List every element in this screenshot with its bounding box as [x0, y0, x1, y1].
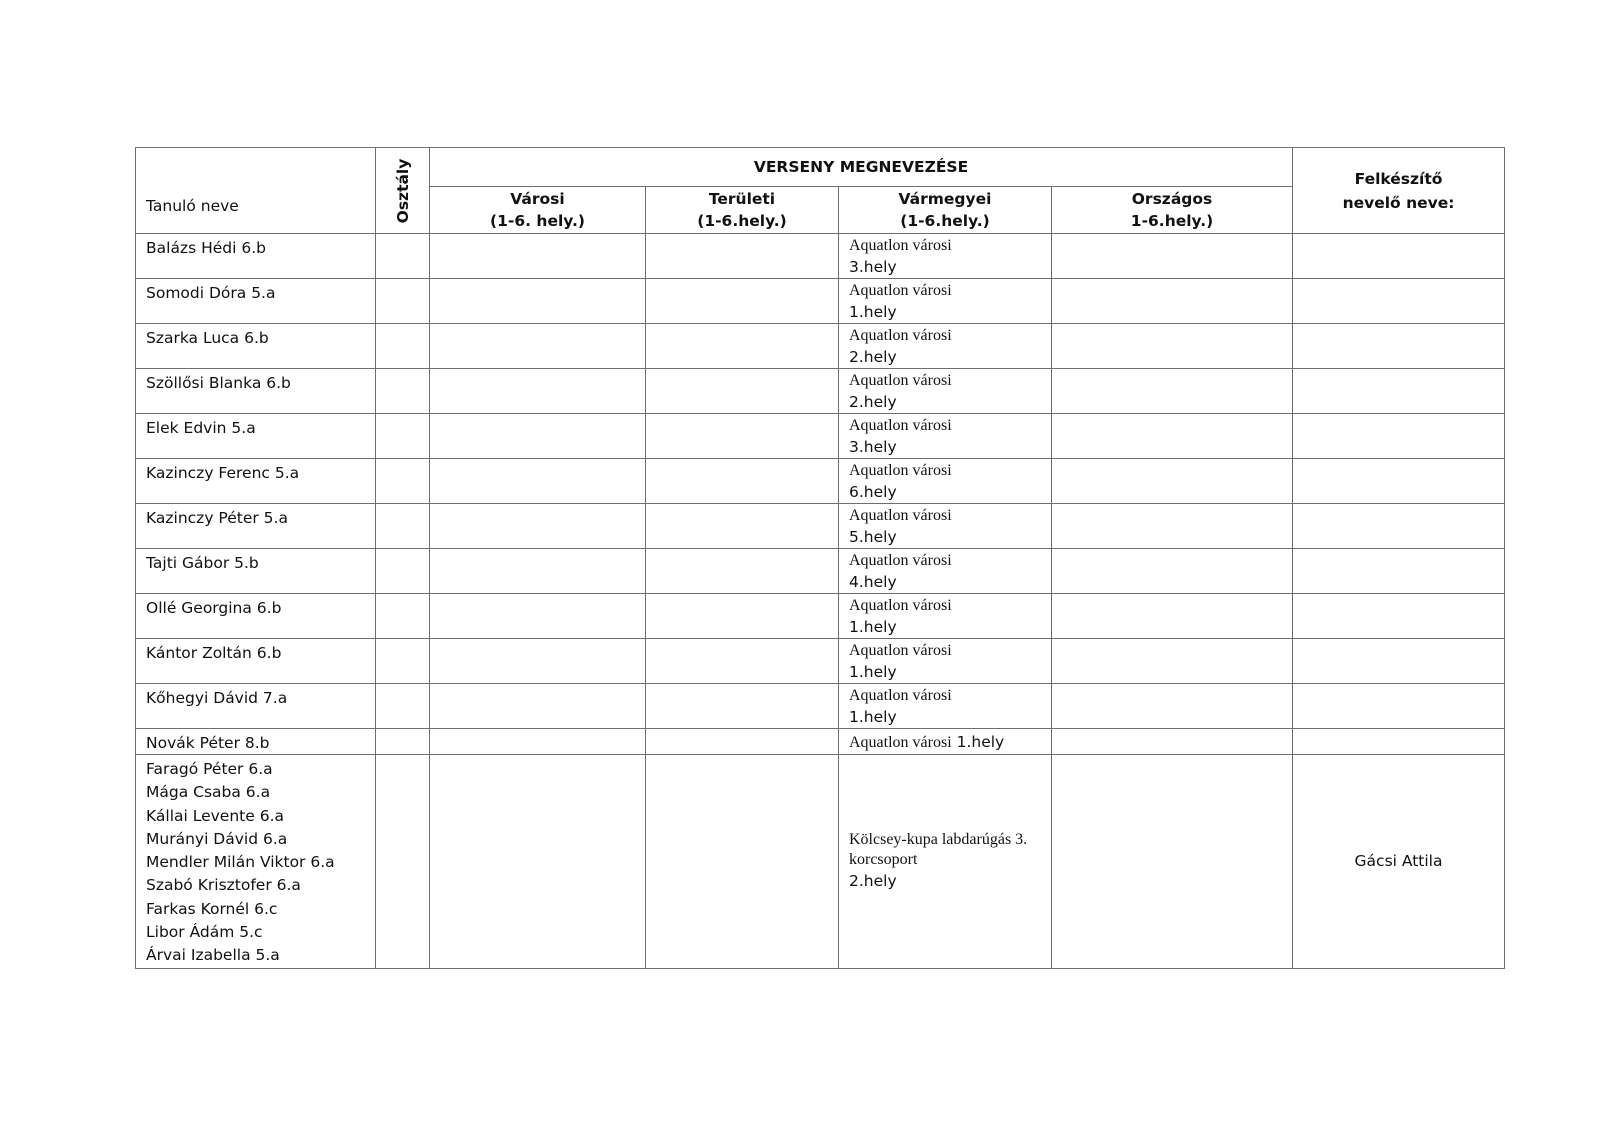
header-class-label: Osztály	[393, 158, 412, 223]
county-result	[839, 234, 1052, 279]
teacher-cell	[1293, 639, 1505, 684]
placement: 1.hely	[956, 733, 1005, 751]
teacher-cell	[1293, 234, 1505, 279]
team-members	[136, 755, 376, 969]
student-name: Kántor Zoltán 6.b	[136, 639, 376, 684]
district-cell	[646, 234, 839, 279]
class-cell	[376, 279, 430, 324]
table-row	[136, 234, 1505, 279]
competition-name: Aquatlon városi	[849, 417, 952, 434]
header-county	[839, 187, 1052, 234]
header-teacher	[1293, 148, 1505, 234]
county-result	[839, 504, 1052, 549]
class-cell	[376, 639, 430, 684]
national-cell	[1052, 369, 1293, 414]
county-result	[839, 279, 1052, 324]
city-cell	[430, 549, 646, 594]
county-result	[839, 549, 1052, 594]
header-national-line1: Országos	[1131, 190, 1213, 208]
county-result	[839, 369, 1052, 414]
city-cell	[430, 729, 646, 755]
header-national-line2: 1-6.hely.)	[1130, 212, 1214, 230]
district-cell	[646, 639, 839, 684]
student-name: Kazinczy Ferenc 5.a	[136, 459, 376, 504]
national-cell	[1052, 549, 1293, 594]
national-cell	[1052, 504, 1293, 549]
placement: 1.hely	[849, 663, 897, 681]
district-cell	[646, 279, 839, 324]
placement: 5.hely	[849, 528, 897, 546]
header-student-name: Tanuló neve	[136, 148, 376, 234]
header-city	[430, 187, 646, 234]
county-result	[839, 324, 1052, 369]
city-cell	[430, 594, 646, 639]
city-cell	[430, 369, 646, 414]
county-result	[839, 594, 1052, 639]
placement: 1.hely	[849, 618, 897, 636]
header-county-line1: Vármegyei	[898, 190, 992, 208]
student-name: Kőhegyi Dávid 7.a	[136, 684, 376, 729]
competition-name: Aquatlon városi	[849, 462, 952, 479]
competition-name: Aquatlon városi	[849, 282, 952, 299]
class-cell	[376, 369, 430, 414]
city-cell	[430, 459, 646, 504]
class-cell	[376, 324, 430, 369]
county-result	[839, 459, 1052, 504]
competition-name: Aquatlon városi	[849, 237, 952, 254]
national-cell	[1052, 324, 1293, 369]
student-name: Balázs Hédi 6.b	[136, 234, 376, 279]
student-name: Ollé Georgina 6.b	[136, 594, 376, 639]
teacher-cell	[1293, 594, 1505, 639]
team-member: Farkas Kornél 6.c	[146, 899, 278, 918]
header-district-line2: (1-6.hely.)	[697, 212, 787, 230]
district-cell	[646, 684, 839, 729]
team-member: Mendler Milán Viktor 6.a	[146, 853, 335, 872]
district-cell	[646, 324, 839, 369]
district-cell	[646, 504, 839, 549]
class-cell	[376, 729, 430, 755]
table-row	[136, 594, 1505, 639]
district-cell	[646, 414, 839, 459]
class-cell	[376, 234, 430, 279]
national-cell	[1052, 729, 1293, 755]
team-member: Árvai Izabella 5.a	[146, 946, 280, 965]
student-name: Elek Edvin 5.a	[136, 414, 376, 459]
placement: 1.hely	[849, 708, 897, 726]
student-name: Somodi Dóra 5.a	[136, 279, 376, 324]
district-cell	[646, 549, 839, 594]
teacher-cell	[1293, 459, 1505, 504]
teacher-cell	[1293, 684, 1505, 729]
teacher-cell	[1293, 279, 1505, 324]
class-cell	[376, 684, 430, 729]
header-teacher-line1: Felkészítő	[1354, 169, 1443, 188]
district-cell	[646, 729, 839, 755]
competition-name: Aquatlon városi	[849, 597, 952, 614]
district-cell	[646, 369, 839, 414]
header-teacher-line2: nevelő neve:	[1342, 193, 1455, 212]
class-cell	[376, 504, 430, 549]
table-row	[136, 729, 1505, 755]
student-name: Novák Péter 8.b	[136, 729, 376, 755]
class-cell	[376, 594, 430, 639]
national-cell	[1052, 414, 1293, 459]
national-cell	[1052, 234, 1293, 279]
competition-name-line2: korcsoport	[849, 851, 918, 869]
competition-name: Aquatlon városi	[849, 507, 952, 524]
city-cell	[430, 755, 646, 969]
placement: 6.hely	[849, 483, 897, 501]
class-cell	[376, 459, 430, 504]
teacher-cell	[1293, 414, 1505, 459]
team-member: Faragó Péter 6.a	[146, 760, 273, 778]
student-name: Tajti Gábor 5.b	[136, 549, 376, 594]
county-result	[839, 639, 1052, 684]
header-district-line1: Területi	[708, 190, 776, 208]
placement: 2.hely	[849, 348, 897, 366]
teacher-cell	[1293, 729, 1505, 755]
placement: 1.hely	[849, 303, 897, 321]
table-row	[136, 684, 1505, 729]
teacher-cell	[1293, 324, 1505, 369]
table-row	[136, 279, 1505, 324]
results-rows	[136, 234, 1505, 969]
student-name: Szöllősi Blanka 6.b	[136, 369, 376, 414]
team-member: Szabó Krisztofer 6.a	[146, 876, 301, 895]
competition-name: Aquatlon városi	[849, 642, 952, 659]
header-national	[1052, 187, 1293, 234]
district-cell	[646, 755, 839, 969]
competition-name: Aquatlon városi	[849, 687, 952, 704]
header-city-line1: Városi	[510, 190, 565, 208]
county-result	[839, 755, 1052, 969]
student-name: Szarka Luca 6.b	[136, 324, 376, 369]
placement: 2.hely	[849, 872, 897, 891]
city-cell	[430, 639, 646, 684]
teacher-cell	[1293, 369, 1505, 414]
competition-name: Aquatlon városi	[849, 327, 952, 344]
class-cell	[376, 414, 430, 459]
table-row	[136, 549, 1505, 594]
student-name: Kazinczy Péter 5.a	[136, 504, 376, 549]
district-cell	[646, 459, 839, 504]
city-cell	[430, 324, 646, 369]
county-result	[839, 414, 1052, 459]
national-cell	[1052, 755, 1293, 969]
city-cell	[430, 684, 646, 729]
placement: 4.hely	[849, 573, 897, 591]
national-cell	[1052, 684, 1293, 729]
table-row	[136, 639, 1505, 684]
county-result	[839, 729, 1052, 755]
competition-name: Aquatlon városi	[849, 552, 952, 569]
header-competition: VERSENY MEGNEVEZÉSE	[430, 148, 1293, 187]
header-city-line2: (1-6. hely.)	[490, 212, 585, 230]
county-result	[839, 684, 1052, 729]
national-cell	[1052, 279, 1293, 324]
placement: 3.hely	[849, 258, 897, 276]
city-cell	[430, 279, 646, 324]
header-county-line2: (1-6.hely.)	[900, 212, 990, 230]
city-cell	[430, 414, 646, 459]
team-row	[136, 755, 1505, 969]
team-member: Kállai Levente 6.a	[146, 806, 284, 825]
team-member: Mága Csaba 6.a	[146, 783, 271, 802]
results-table	[135, 147, 1505, 969]
class-cell	[376, 549, 430, 594]
table-row	[136, 369, 1505, 414]
competition-name: Aquatlon városi	[849, 372, 952, 389]
national-cell	[1052, 594, 1293, 639]
placement: 2.hely	[849, 393, 897, 411]
team-member: Murányi Dávid 6.a	[146, 829, 288, 848]
teacher-cell	[1293, 504, 1505, 549]
class-cell	[376, 755, 430, 969]
city-cell	[430, 504, 646, 549]
competition-name-line1: Kölcsey-kupa labdarúgás 3.	[849, 831, 1028, 849]
district-cell	[646, 594, 839, 639]
teacher-cell	[1293, 549, 1505, 594]
city-cell	[430, 234, 646, 279]
table-row	[136, 459, 1505, 504]
header-district	[646, 187, 839, 234]
teacher-name: Gácsi Attila	[1293, 755, 1505, 969]
header-class	[376, 148, 430, 234]
table-row	[136, 414, 1505, 459]
team-member: Libor Ádám 5.c	[146, 923, 263, 942]
competition-name: Aquatlon városi	[849, 734, 952, 751]
national-cell	[1052, 639, 1293, 684]
table-row	[136, 324, 1505, 369]
table-row	[136, 504, 1505, 549]
national-cell	[1052, 459, 1293, 504]
placement: 3.hely	[849, 438, 897, 456]
